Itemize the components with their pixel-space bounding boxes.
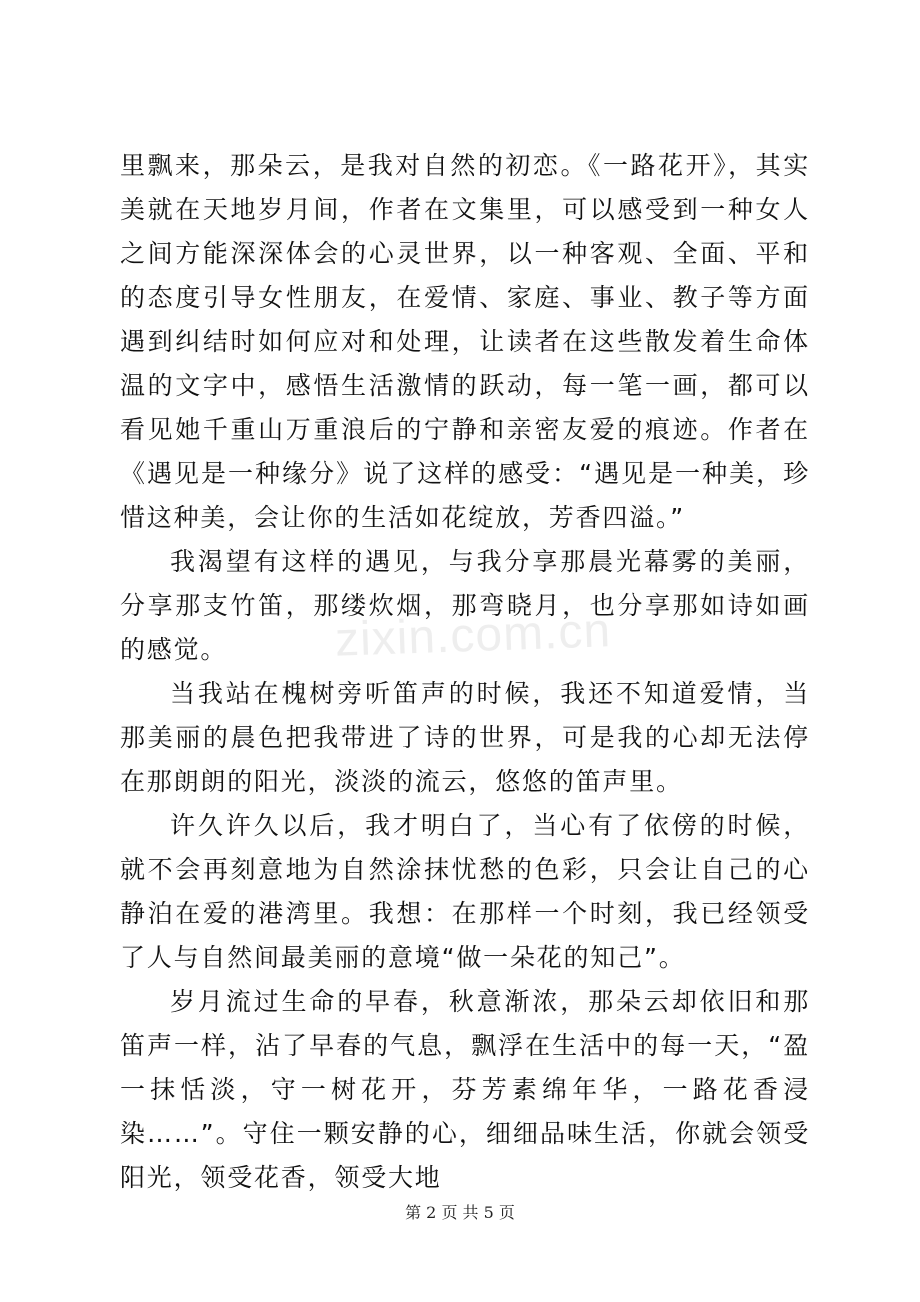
paragraph-5: 岁月流过生命的早春，秋意渐浓，那朵云却依旧和那笛声一样，沾了早春的气息，飘浮在生活中的每一天，“盈一抹恬淡，守一树花开，芬芳素绵年华，一路花香浸染……”。守住一颗安静的心，细细品味生活，你就会领受阳光，领受花香，领受大地	[120, 987, 810, 1192]
paragraph-3: 当我站在槐树旁听笛声的时候，我还不知道爱情，当那美丽的晨色把我带进了诗的世界，可是我的心却无法停在那朗朗的阳光，淡淡的流云，悠悠的笛声里。	[120, 679, 810, 796]
paragraph-1: 里飘来，那朵云，是我对自然的初恋。《一路花开》，其实美就在天地岁月间，作者在文集里，可以感受到一种女人之间方能深深体会的心灵世界，以一种客观、全面、平和的态度引导女性朋友，在爱情、家庭、事业、教子等方面遇到纠结时如何应对和处理，让读者在这些散发着生命体温的文字中，感悟生活激情的跃动，每一笔一画，都可以看见她千重山万重浪后的宁静和亲密友爱的痕迹。作者在《遇见是一种缘分》说了这样的感受：“遇见是一种美，珍惜这种美，会让你的生活如花绽放，芳香四溢。”	[120, 151, 810, 532]
paragraph-4: 许久许久以后，我才明白了，当心有了依傍的时候，就不会再刻意地为自然涂抹忧愁的色彩，只会让自己的心静泊在爱的港湾里。我想：在那样一个时刻，我已经领受了人与自然间最美丽的意境“做一朵花的知己”。	[120, 811, 810, 972]
paragraph-2: 我渴望有这样的遇见，与我分享那晨光幕雾的美丽，分享那支竹笛，那缕炊烟，那弯晓月，也分享那如诗如画的感觉。	[120, 547, 810, 664]
page-footer: 第 2 页 共 5 页	[405, 1203, 515, 1222]
document-body	[120, 144, 810, 1200]
watermark: zixin.com.cn	[334, 604, 612, 667]
